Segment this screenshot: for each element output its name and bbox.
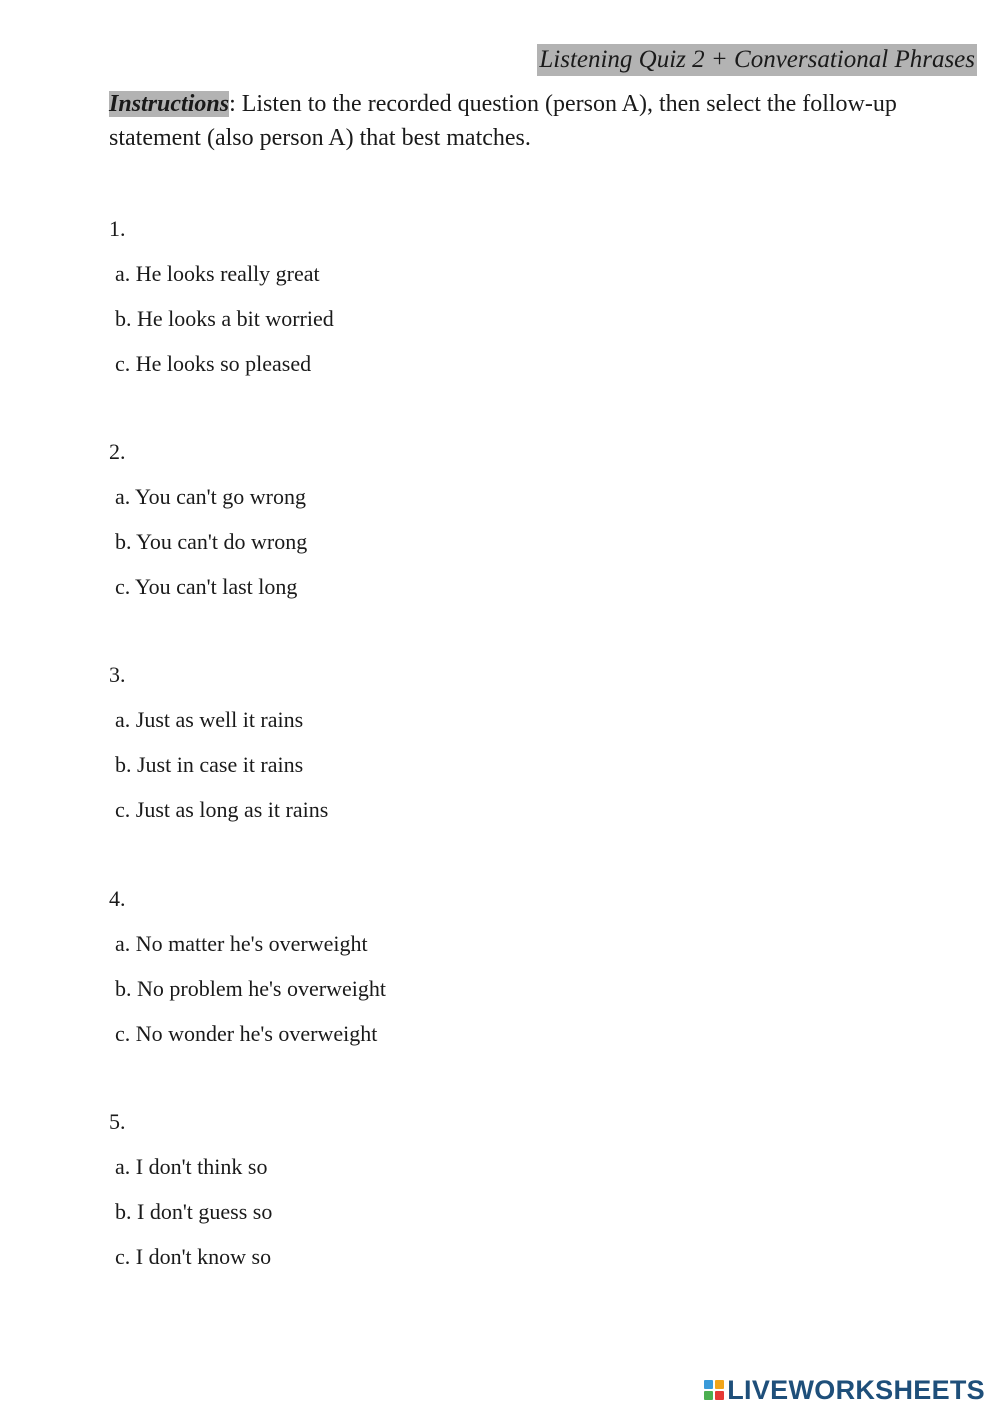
logo-square [704, 1391, 713, 1400]
worksheet-title: Listening Quiz 2 + Conversational Phrases [537, 44, 977, 76]
question-2 [109, 438, 307, 618]
answer-option[interactable]: b. You can't do wrong [115, 529, 308, 554]
logo-square [715, 1391, 724, 1400]
question-number: 2. [109, 439, 126, 464]
question-number: 1. [109, 216, 126, 241]
answer-option[interactable]: a. I don't think so [115, 1154, 268, 1179]
question-5 [109, 1108, 272, 1288]
liveworksheets-logo[interactable] [704, 1375, 985, 1405]
question-number: 4. [109, 886, 126, 911]
logo-square [715, 1380, 724, 1389]
logo-text: LIVEWORKSHEETS [727, 1374, 985, 1405]
question-4 [109, 885, 386, 1065]
answer-option[interactable]: b. Just in case it rains [115, 752, 304, 777]
answer-option[interactable]: b. I don't guess so [115, 1199, 273, 1224]
answer-option[interactable]: a. He looks really great [115, 261, 320, 286]
instructions-label: Instructions [109, 91, 230, 117]
instructions [109, 87, 969, 155]
liveworksheets-logo-icon [704, 1380, 724, 1400]
answer-option[interactable]: c. You can't last long [115, 574, 298, 599]
answer-option[interactable]: c. He looks so pleased [115, 351, 312, 376]
question-number: 5. [109, 1109, 126, 1134]
logo-square [704, 1380, 713, 1389]
answer-option[interactable]: c. Just as long as it rains [115, 797, 329, 822]
question-1 [109, 215, 334, 395]
instructions-text: : Listen to the recorded question (person A), then select the follow-up statement (also person A) that best matches. [109, 91, 897, 151]
answer-option[interactable]: c. I don't know so [115, 1244, 272, 1269]
answer-option[interactable]: a. Just as well it rains [115, 707, 304, 732]
answer-option[interactable]: a. No matter he's overweight [115, 931, 368, 956]
question-3 [109, 661, 328, 841]
answer-option[interactable]: b. No problem he's overweight [115, 976, 386, 1001]
question-number: 3. [109, 662, 126, 687]
answer-option[interactable]: a. You can't go wrong [115, 484, 306, 509]
answer-option[interactable]: c. No wonder he's overweight [115, 1021, 378, 1046]
answer-option[interactable]: b. He looks a bit worried [115, 306, 334, 331]
